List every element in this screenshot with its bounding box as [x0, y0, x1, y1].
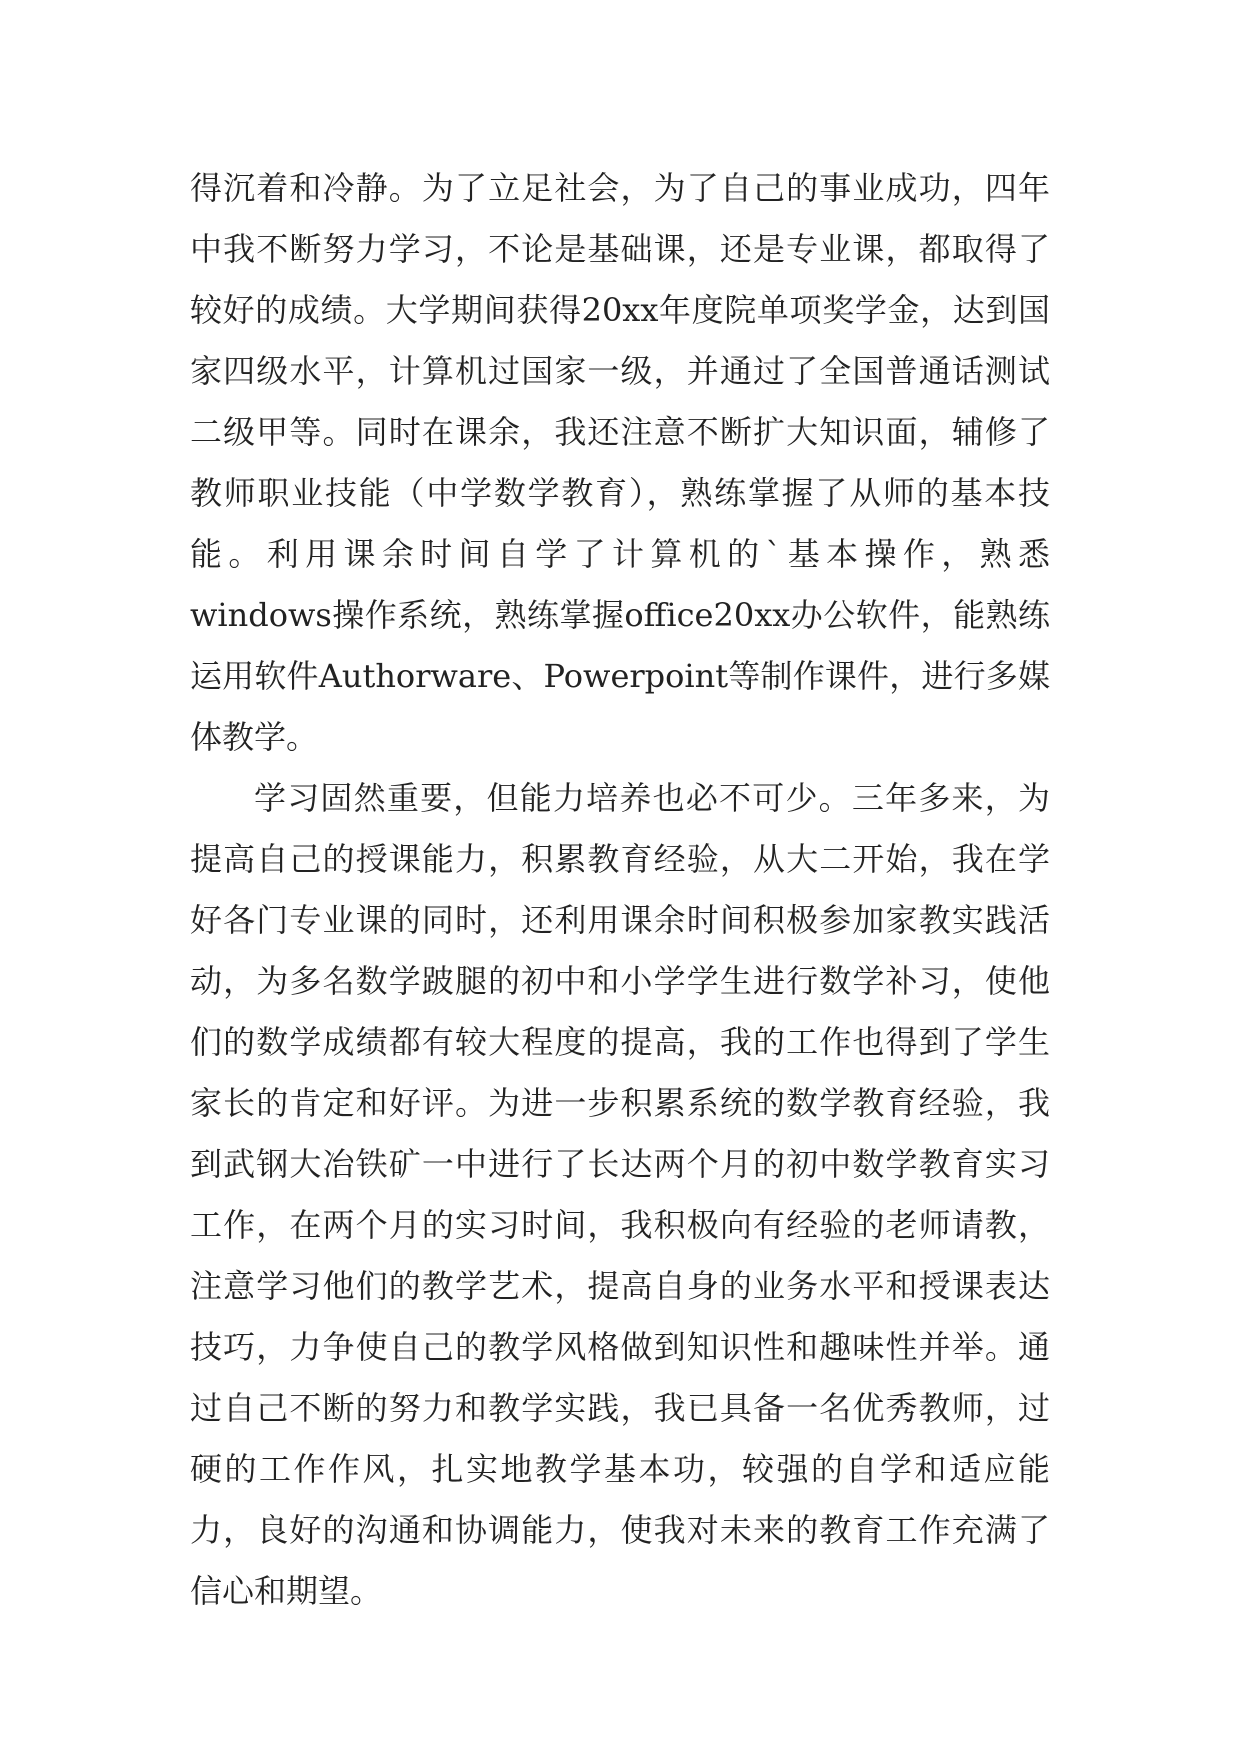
paragraph-1: 得沉着和冷静。为了立足社会，为了自己的事业成功，四年中我不断努力学习，不论是基础课，还是专业课，都取得了较好的成绩。大学期间获得20xx年度院单项奖学金，达到国家四级水平，计算机过国家一级，并通过了全国普通话测试二级甲等。同时在课余，我还注意不断扩大知识面，辅修了教师职业技能（中学数学教育），熟练掌握了从师的基本技能。利用课余时间自学了计算机的`基本操作，熟悉windows操作系统，熟练掌握office20xx办公软件，能熟练运用软件Authorware、Powerpoint等制作课件，进行多媒体教学。	[190, 169, 1050, 756]
paragraph-2: 学习固然重要，但能力培养也必不可少。三年多来，为提高自己的授课能力，积累教育经验，从大二开始，我在学好各门专业课的同时，还利用课余时间积极参加家教实践活动，为多名数学跛腿的初中和小学学生进行数学补习，使他们的数学成绩都有较大程度的提高，我的工作也得到了学生家长的肯定和好评。为进一步积累系统的数学教育经验，我到武钢大冶铁矿一中进行了长达两个月的初中数学教育实习工作，在两个月的实习时间，我积极向有经验的老师请教，注意学习他们的教学艺术，提高自身的业务水平和授课表达技巧，力争使自己的教学风格做到知识性和趣味性并举。通过自己不断的努力和教学实践，我已具备一名优秀教师，过硬的工作作风，扎实地教学基本功，较强的自学和适应能力，良好的沟通和协调能力，使我对未来的教育工作充满了信心和期望。	[190, 779, 1050, 1610]
document-body	[190, 158, 1050, 1622]
